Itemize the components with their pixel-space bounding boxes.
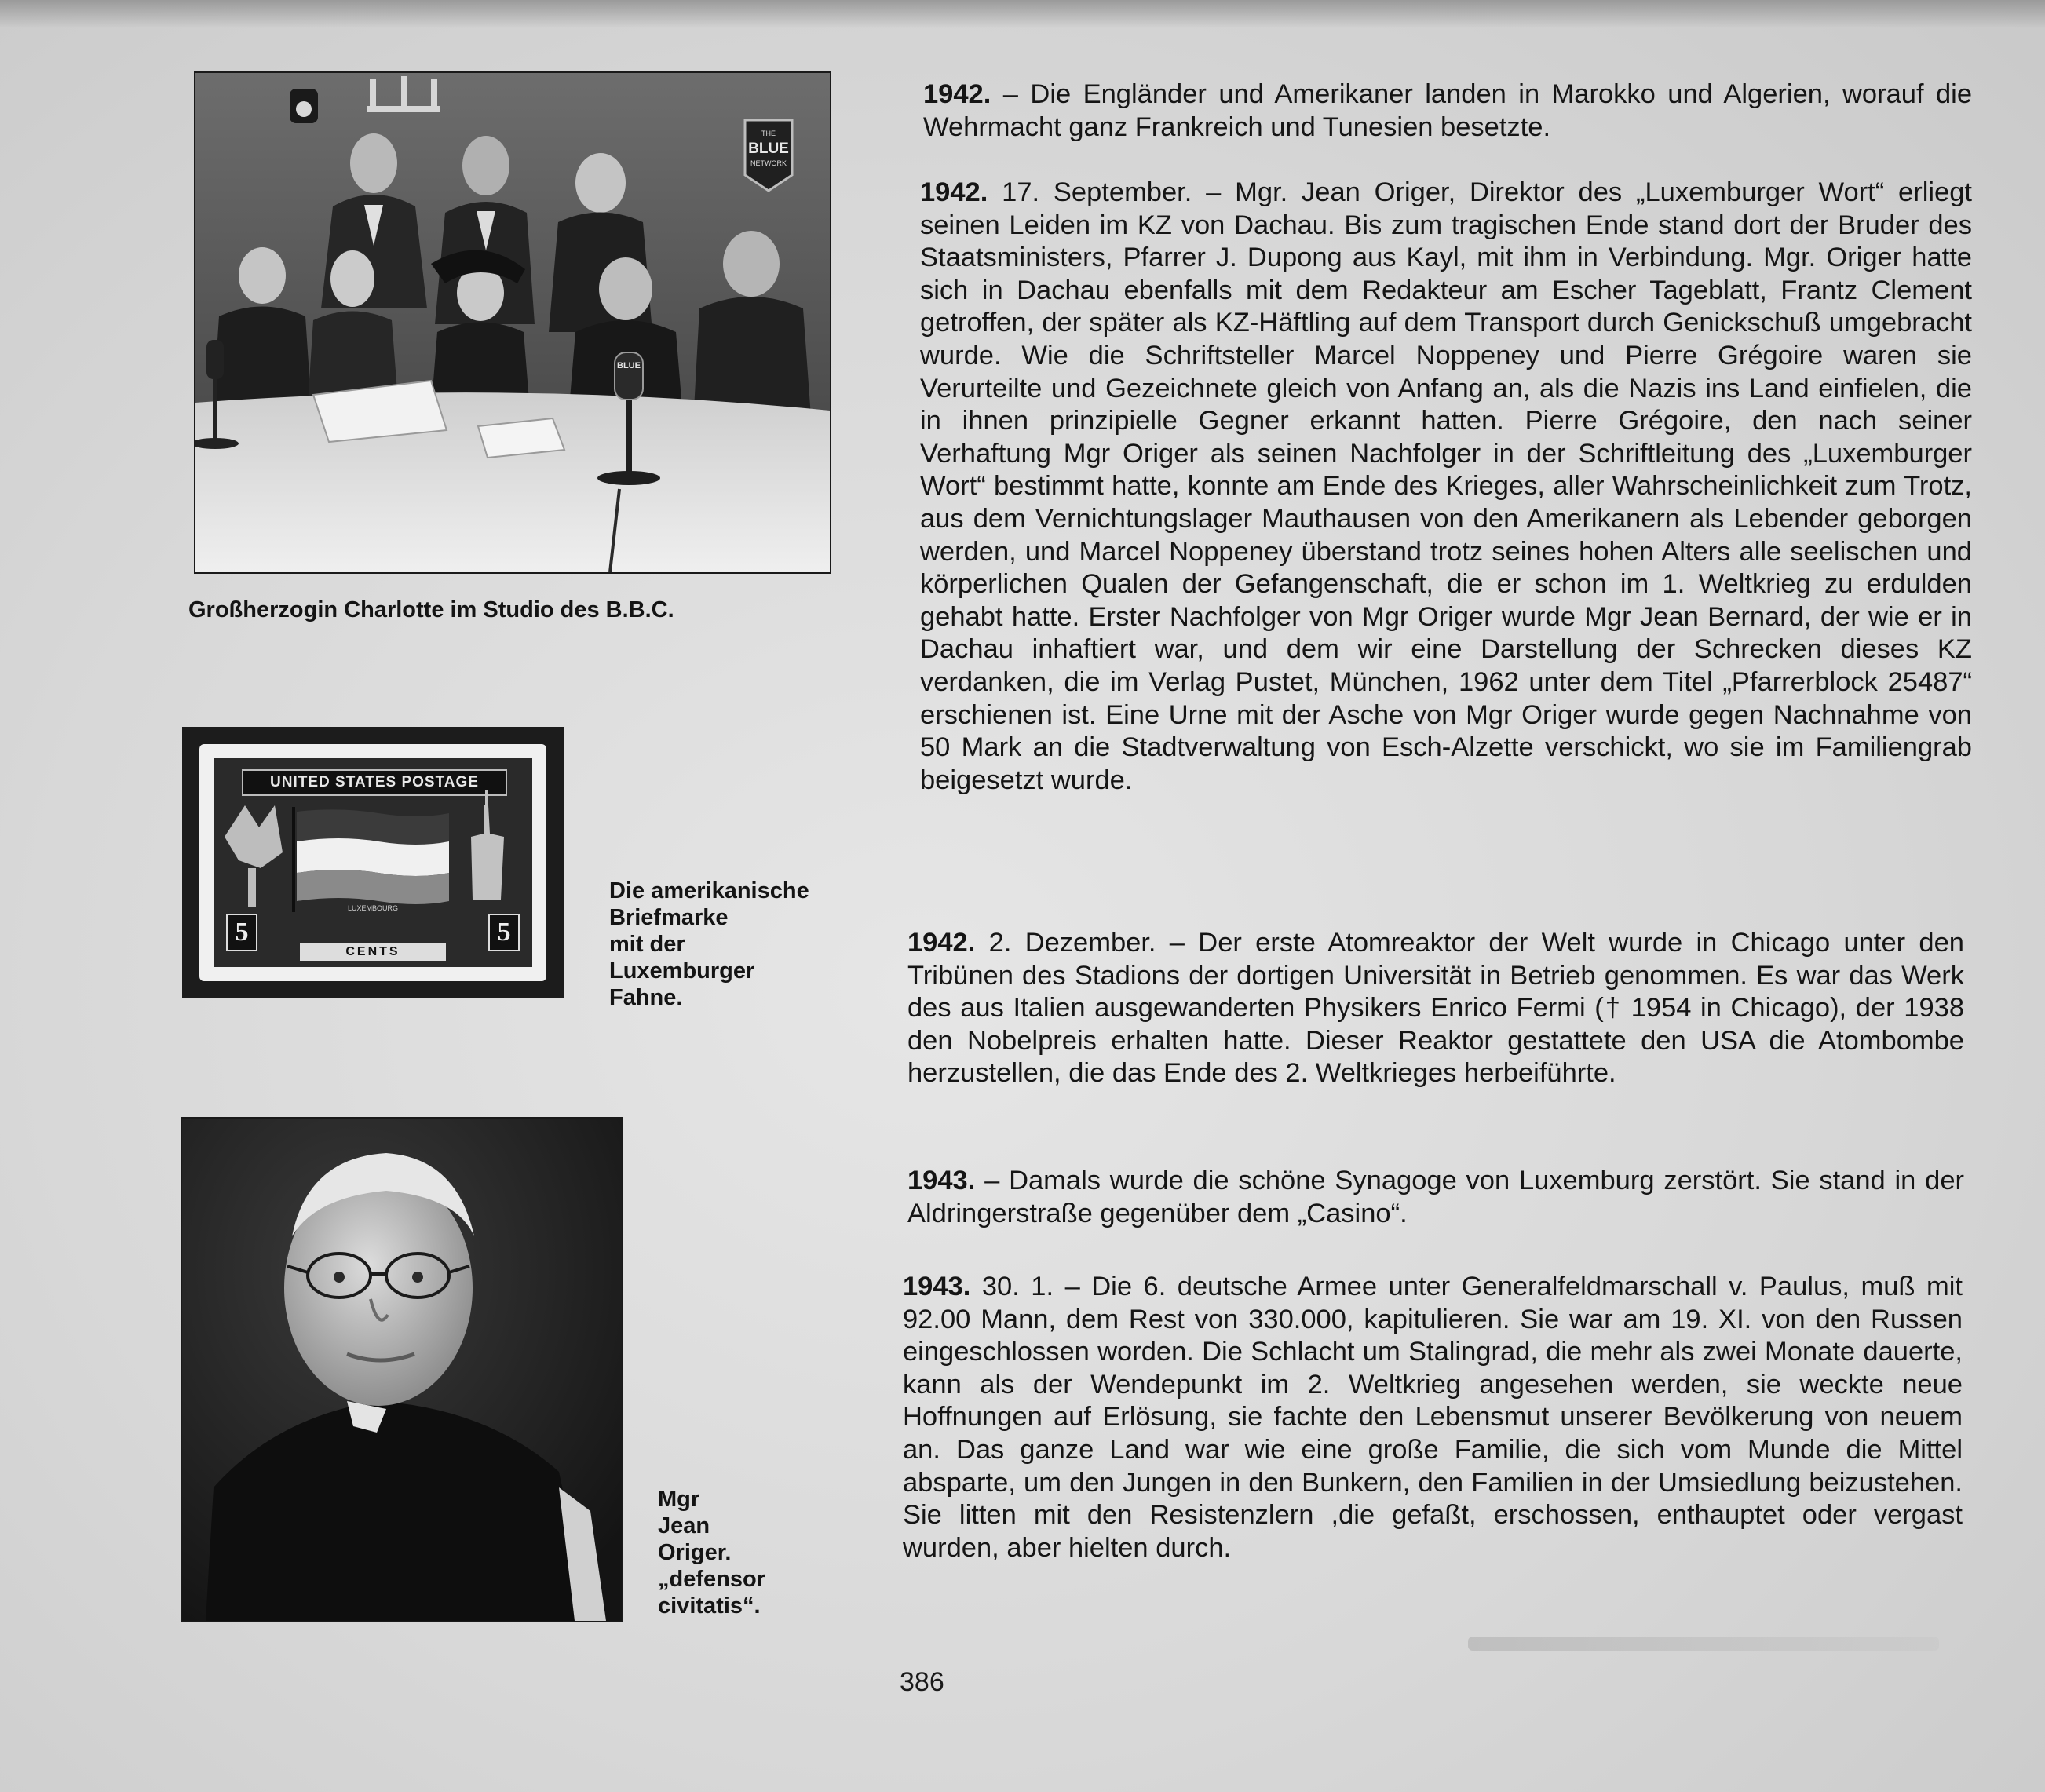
liberty-statue-icon xyxy=(471,790,504,900)
entry-text: 30. 1. – Die 6. deutsche Armee unter Generalfeldmarschall v. Paulus, muß mit 92.00 Mann, dem Rest von 330.000, kapitulieren. Sie war am 19. XI. von den Russen eingeschlossen worden. Die Schlacht um Stalingrad, die mehr als zwei Monate dauerte, kann als der Wendepunkt im 2. Weltkrieg angesehen werden, sie weckte neue Hoffnungen auf Erlösung, sie fachte den Lebensmut unserer Bevölkerung von neuem an. Das ganze Land war wie eine große Familie, die sich vom Munde die Mittel absparte, um den Jungen in den Bunkern, den Familien in der Umsiedlung beizustehen. Sie litten mit den Resistenzlern ,die gefaßt, erschossen, enthauptet oder vergast wurden, aber hielten durch. xyxy=(903,1272,1963,1563)
entry-year: 1942. xyxy=(920,177,988,207)
entry-year: 1943. xyxy=(903,1272,971,1301)
blue-network-sign xyxy=(745,120,792,191)
microphone-label: BLUE xyxy=(617,361,641,370)
stamp-caption-line: Briefmarke xyxy=(609,905,729,930)
stamp-value-right: 5 xyxy=(488,914,520,951)
stamp-banner: UNITED STATES POSTAGE xyxy=(242,769,507,796)
wall-lamp-icon xyxy=(290,89,318,123)
entry-text: 17. September. – Mgr. Jean Origer, Direktor des „Luxemburger Wort“ erliegt seinen Leiden im KZ von Dachau. Bis zum tragischen Ende stand dort der Bruder des Staatsministers, Pfarrer J. Dupong aus Kayl, mit ihm in Verbindung. Mgr. Origer hatte sich in Dachau ebenfalls mit dem Redakteur am Escher Tageblatt, Frantz Clement getroffen, der später als KZ-Häftling auf dem Transport durch Genickschuß umgebracht wurde. Wie die Schriftsteller Marcel Noppeney und Pierre Grégoire waren sie Verurteilte und Gezeichnete gleich von Anfang an, als die Nazis ins Land einfielen, die in ihnen prinzipielle Gegner erkannt hatten. Pierre Grégoire, den nach seiner Verhaftung Mgr Origer als seinen Nachfolger in der Schriftleitung des „Luxemburger Wort“ bestimmt hatte, konnte am Ende des Krieges, aller Wahrscheinlichkeit zum Trotz, aus dem Vernichtungslager Mauthausen von den Amerikanern als Lebender geborgen werden, und Marcel Noppeney überstand trotz seines hohen Alters alle seelischen und körperlichen Qualen der Gefangenschaft, die er schon im 1. Weltkrieg zu erdulden gehabt hatte. Erster Nachfolger von Mgr Origer wurde Mgr Jean Bernard, der wie er in Dachau inhaftiert war, und dem wir eine Darstellung der Schrecken dieses KZ verdanken, die im Verlag Pustet, München, 1962 unter dem Titel „Pfarrerblock 25487“ erschienen ist. Eine Urne mit der Asche von Mgr Origer wurde gegen Nachnahme von 50 Mark an die Stadtverwaltung von Esch-Alzette verschickt, wo sie im Familiengrab beigesetzt wurde. xyxy=(920,177,1972,795)
sign-line-3: NETWORK xyxy=(750,159,787,167)
entry-text: 2. Dezember. – Der erste Atomreaktor der Welt wurde in Chicago unter den Tribünen des Stadions der dortigen Universität in Betrieb genommen. Es war das Werk des aus Italien ausgewanderten Physikers Enrico Fermi († 1954 in Chicago), der 1938 den Nobelpreis erhalten hatte. Dieser Reaktor gestattete den USA die Atombombe herzustellen, die das Ende des 2. Weltkrieges herbeiführte. xyxy=(907,928,1964,1089)
portrait-caption xyxy=(658,1486,765,1619)
stamp-cents-label: CENTS xyxy=(300,943,446,961)
entry-year: 1942. xyxy=(907,928,976,958)
sign-line-1: THE xyxy=(761,130,776,137)
stamp-caption-line: mit der xyxy=(609,932,685,957)
chronicle-entry xyxy=(907,927,1964,1090)
origer-portrait-drawing xyxy=(182,1119,622,1621)
portrait-caption-line: „defensor xyxy=(658,1567,765,1592)
portrait-caption-line: Jean xyxy=(658,1513,710,1538)
luxembourg-flag-icon xyxy=(292,807,454,912)
flag-label: LUXEMBOURG xyxy=(347,904,399,912)
sign-line-2: BLUE xyxy=(748,141,789,157)
page-edge-shadow xyxy=(0,0,2045,28)
bbc-studio-photo-drawing xyxy=(195,73,830,572)
stamp-caption xyxy=(609,878,809,1011)
origer-portrait-photo xyxy=(182,1119,622,1621)
chronicle-entry xyxy=(923,78,1972,144)
chronicle-entry xyxy=(907,1165,1964,1230)
studio-table xyxy=(195,392,830,572)
chronicle-entry xyxy=(903,1271,1963,1564)
stamp-photo xyxy=(182,727,564,998)
portrait-caption-line: Origer. xyxy=(658,1540,732,1565)
stamp-caption-line: Die amerikanische xyxy=(609,878,809,903)
chronicle-entry xyxy=(920,177,1972,797)
entry-text: – Damals wurde die schöne Synagoge von Luxemburg zerstört. Sie stand in der Aldringerstraße gegenüber dem „Casino“. xyxy=(907,1166,1964,1228)
script-paper-2 xyxy=(478,418,564,458)
bbc-studio-photo xyxy=(195,73,830,572)
stamp-value-left: 5 xyxy=(226,914,257,951)
entry-year: 1942. xyxy=(923,79,991,109)
eagle-icon xyxy=(225,805,283,907)
stamp-caption-line: Luxemburger xyxy=(609,958,755,984)
bbc-photo-caption: Großherzogin Charlotte im Studio des B.B.C. xyxy=(188,597,674,622)
entry-text: – Die Engländer und Amerikaner landen in Marokko und Algerien, worauf die Wehrmacht ganz Frankreich und Tunesien besetzte. xyxy=(923,79,1972,142)
stamp-caption-line: Fahne. xyxy=(609,985,683,1010)
entry-year: 1943. xyxy=(907,1166,976,1195)
show-through-smudge xyxy=(1468,1637,1939,1651)
portrait-caption-line: Mgr xyxy=(658,1487,700,1512)
portrait-caption-line: civitatis“. xyxy=(658,1593,761,1619)
stamp-design xyxy=(214,758,532,967)
page-number: 386 xyxy=(900,1667,944,1697)
stamp-paper xyxy=(199,744,546,981)
